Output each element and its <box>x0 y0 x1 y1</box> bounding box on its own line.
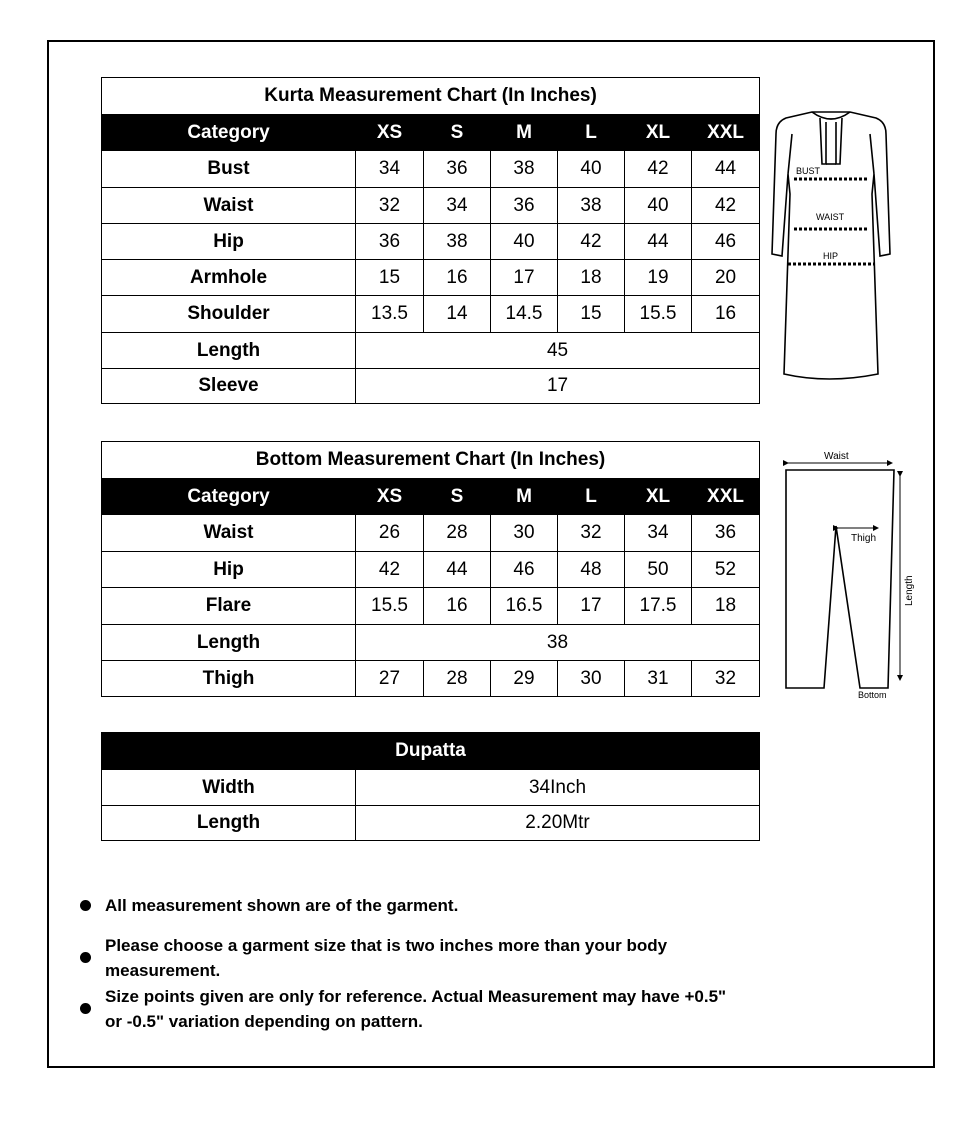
cell-value: 18 <box>692 588 760 625</box>
cell-value: 44 <box>692 151 760 188</box>
header-size: S <box>424 115 491 151</box>
cell-value: 17.5 <box>625 588 692 625</box>
cell-value: 26 <box>356 515 424 552</box>
header-size: XS <box>356 479 424 515</box>
cell-value: 38 <box>424 224 491 260</box>
cell-value: 14.5 <box>491 296 558 333</box>
cell-value: 44 <box>424 552 491 588</box>
dupatta-table <box>101 732 760 841</box>
table-row <box>102 588 760 625</box>
bottom-label: Bottom <box>858 690 887 700</box>
cell-value: 18 <box>558 260 625 296</box>
table-row <box>102 296 760 333</box>
header-size: XL <box>625 479 692 515</box>
row-label: Thigh <box>102 661 356 697</box>
cell-value: 34Inch <box>356 770 760 806</box>
cell-value: 42 <box>558 224 625 260</box>
table-row <box>102 806 760 841</box>
cell-value: 42 <box>356 552 424 588</box>
length-label: Length <box>904 575 915 606</box>
row-label: Armhole <box>102 260 356 296</box>
header-size: XXL <box>692 479 760 515</box>
row-label: Flare <box>102 588 356 625</box>
cell-value: 38 <box>356 625 760 661</box>
cell-value: 46 <box>491 552 558 588</box>
row-label: Width <box>102 770 356 806</box>
cell-value: 42 <box>692 188 760 224</box>
cell-value: 36 <box>356 224 424 260</box>
note-item: All measurement shown are of the garment. <box>105 896 459 915</box>
header-size: XXL <box>692 115 760 151</box>
table-row <box>102 369 760 404</box>
cell-value: 40 <box>558 151 625 188</box>
note-item: Size points given are only for reference. Actual Measurement may have +0.5" or -0.5" variation depending on pattern. <box>105 987 727 1031</box>
header-size: XL <box>625 115 692 151</box>
cell-value: 38 <box>491 151 558 188</box>
cell-value: 15.5 <box>625 296 692 333</box>
table-row <box>102 770 760 806</box>
header-category: Category <box>102 479 356 515</box>
cell-value: 15 <box>356 260 424 296</box>
header-size: XS <box>356 115 424 151</box>
cell-value: 17 <box>558 588 625 625</box>
cell-value: 34 <box>625 515 692 552</box>
cell-value: 44 <box>625 224 692 260</box>
row-label: Bust <box>102 151 356 188</box>
cell-value: 16 <box>692 296 760 333</box>
cell-value: 16.5 <box>491 588 558 625</box>
table-row <box>102 260 760 296</box>
header-size: M <box>491 479 558 515</box>
cell-value: 15.5 <box>356 588 424 625</box>
cell-value: 40 <box>625 188 692 224</box>
row-label: Hip <box>102 552 356 588</box>
cell-value: 38 <box>558 188 625 224</box>
waist-label: Waist <box>824 451 849 462</box>
cell-value: 34 <box>424 188 491 224</box>
row-label: Sleeve <box>102 369 356 404</box>
hip-label: HIP <box>823 251 839 261</box>
header-size: L <box>558 479 625 515</box>
cell-value: 34 <box>356 151 424 188</box>
cell-value: 30 <box>558 661 625 697</box>
cell-value: 30 <box>491 515 558 552</box>
bullet-icon <box>80 900 91 911</box>
row-label: Hip <box>102 224 356 260</box>
cell-value: 46 <box>692 224 760 260</box>
cell-value: 27 <box>356 661 424 697</box>
row-label: Waist <box>102 515 356 552</box>
row-label: Length <box>102 806 356 841</box>
cell-value: 36 <box>491 188 558 224</box>
table-row <box>102 515 760 552</box>
kurta-measurement-table <box>101 77 760 404</box>
row-label: Length <box>102 625 356 661</box>
table-row <box>102 333 760 369</box>
header-size: M <box>491 115 558 151</box>
cell-value: 31 <box>625 661 692 697</box>
thigh-label: Thigh <box>851 533 877 544</box>
cell-value: 16 <box>424 260 491 296</box>
cell-value: 17 <box>356 369 760 404</box>
cell-value: 14 <box>424 296 491 333</box>
cell-value: 32 <box>356 188 424 224</box>
cell-value: 50 <box>625 552 692 588</box>
kurta-diagram <box>768 104 898 386</box>
bottom-diagram <box>778 448 918 704</box>
header-size: L <box>558 115 625 151</box>
cell-value: 2.20Mtr <box>356 806 760 841</box>
table-row <box>102 151 760 188</box>
note-item: Please choose a garment size that is two inches more than your body measurement. <box>105 936 668 980</box>
cell-value: 32 <box>692 661 760 697</box>
row-label: Waist <box>102 188 356 224</box>
bullet-icon <box>80 952 91 963</box>
table-row <box>102 188 760 224</box>
table-row <box>102 552 760 588</box>
header-category: Category <box>102 115 356 151</box>
cell-value: 13.5 <box>356 296 424 333</box>
row-label: Shoulder <box>102 296 356 333</box>
table-row <box>102 625 760 661</box>
cell-value: 36 <box>692 515 760 552</box>
cell-value: 16 <box>424 588 491 625</box>
row-label: Length <box>102 333 356 369</box>
table-row <box>102 224 760 260</box>
cell-value: 40 <box>491 224 558 260</box>
cell-value: 19 <box>625 260 692 296</box>
cell-value: 42 <box>625 151 692 188</box>
cell-value: 15 <box>558 296 625 333</box>
cell-value: 20 <box>692 260 760 296</box>
header-size: S <box>424 479 491 515</box>
cell-value: 36 <box>424 151 491 188</box>
cell-value: 32 <box>558 515 625 552</box>
cell-value: 45 <box>356 333 760 369</box>
dupatta-title: Dupatta <box>102 733 760 770</box>
cell-value: 28 <box>424 515 491 552</box>
bottom-measurement-table <box>101 441 760 697</box>
bust-label: BUST <box>796 166 821 176</box>
cell-value: 28 <box>424 661 491 697</box>
cell-value: 29 <box>491 661 558 697</box>
cell-value: 52 <box>692 552 760 588</box>
table-row <box>102 661 760 697</box>
kurta-chart-title: Kurta Measurement Chart (In Inches) <box>102 78 760 115</box>
bullet-icon <box>80 1003 91 1014</box>
cell-value: 48 <box>558 552 625 588</box>
bottom-chart-title: Bottom Measurement Chart (In Inches) <box>102 442 760 479</box>
cell-value: 17 <box>491 260 558 296</box>
waist-label: WAIST <box>816 212 845 222</box>
